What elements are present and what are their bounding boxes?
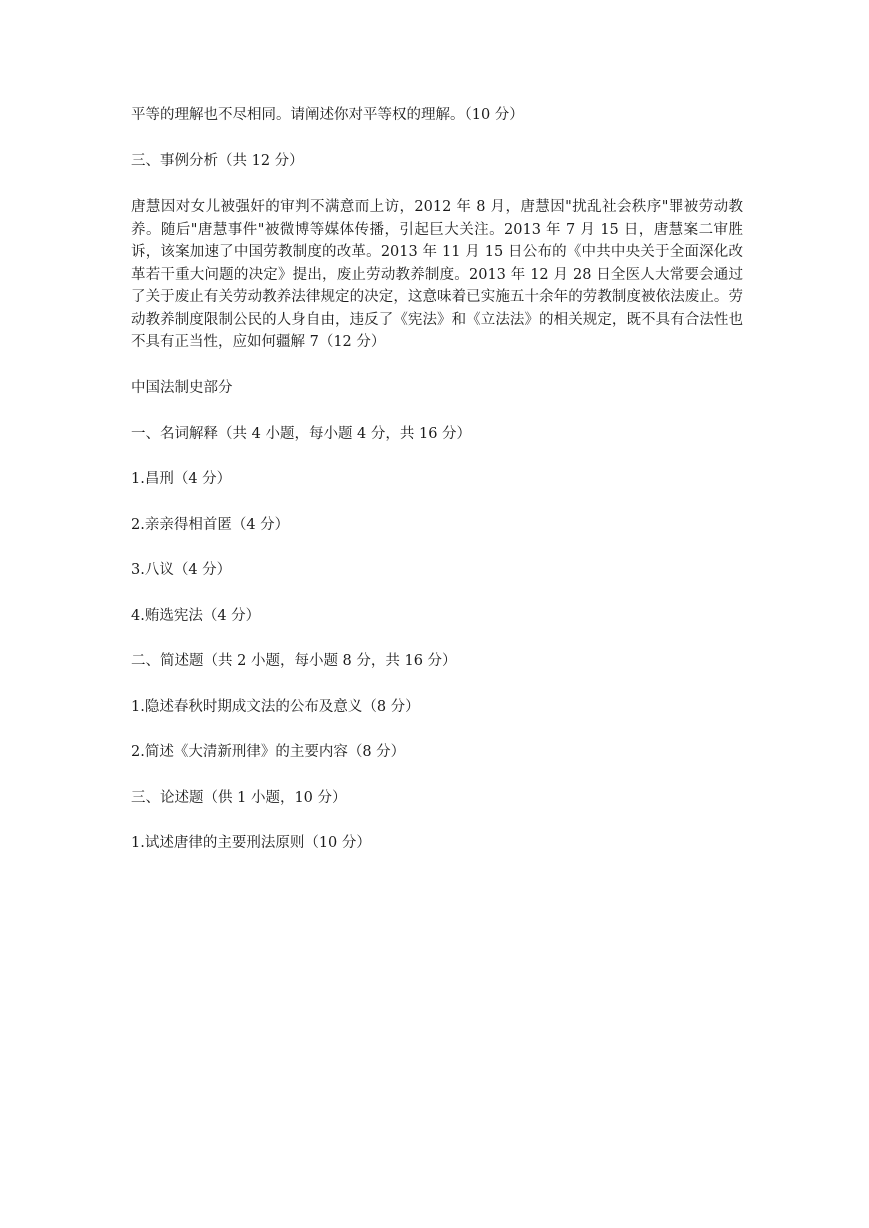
case-analysis-paragraph: 唐慧因对女儿被强奸的审判不满意而上访，2012 年 8 月，唐慧因"扰乱社会秩序"罪被劳动教养。随后"唐慧事件"被微博等媒体传播，引起巨大关注。2013 年 7 月 15 日，唐慧案二审胜诉，该案加速了中国劳教制度的改革。2013 年 11 月 15 日公布的《中共中央关于全面深化改革若干重大问题的决定》提出，废止劳动教养制度。2013 年 12 月 28 日全医人大常要会通过了关于废止有关劳动教养法律规定的决定，这意味着已实施五十余年的劳教制度被依法废止。劳动教养制度限制公民的人身自由，违反了《宪法》和《立法法》的相关规定，既不具有合法性也不具有正当性，应如何疆解 7（12 分） <box>131 199 743 350</box>
part3-heading: 三、论述题（供 1 小题，10 分） <box>131 790 347 806</box>
term-item-4: 4.贿选宪法（4 分） <box>131 608 261 624</box>
part1-heading: 一、名词解释（共 4 小题，每小题 4 分，共 16 分） <box>131 426 472 442</box>
short-answer-item-2: 2.简述《大清新刑律》的主要内容（8 分） <box>131 744 406 760</box>
part2-heading: 二、简述题（共 2 小题，每小题 8 分，共 16 分） <box>131 653 457 669</box>
short-answer-item-1: 1.隐述春秋时期成文法的公布及意义（8 分） <box>131 699 420 715</box>
term-item-3: 3.八议（4 分） <box>131 562 232 578</box>
intro-tail-text: 平等的理解也不尽相同。请阐述你对平等权的理解。（10 分） <box>131 107 524 123</box>
section3-heading: 三、事例分析（共 12 分） <box>131 153 304 169</box>
legal-history-heading: 中国法制史部分 <box>131 380 233 396</box>
essay-item-1: 1.试述唐律的主要刑法原则（10 分） <box>131 835 371 851</box>
term-item-2: 2.亲亲得相首匿（4 分） <box>131 517 290 533</box>
term-item-1: 1.昌刑（4 分） <box>131 471 232 487</box>
